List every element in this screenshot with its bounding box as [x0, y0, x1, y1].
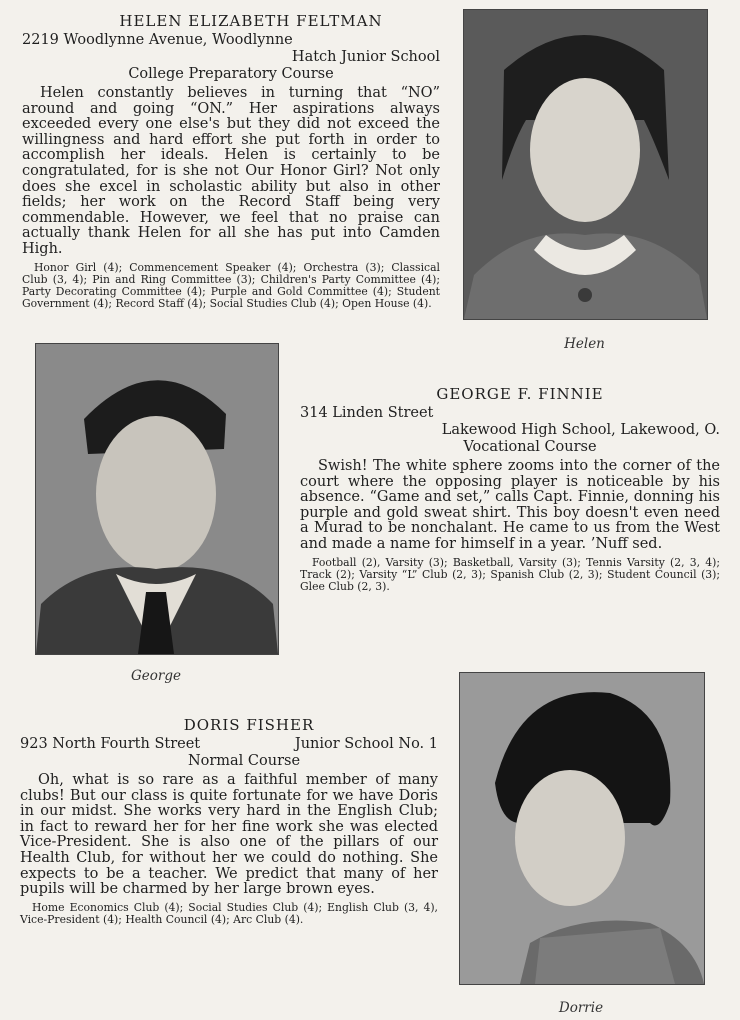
student-address: 923 North Fourth Street	[20, 736, 201, 752]
portrait-photo-doris	[459, 672, 705, 985]
activities: Honor Girl (4); Commencement Speaker (4); Orchestra (3); Classical Club (3, 4); Pin and Ring Committee (3); Children's Party Committee (4); Party Decorating Committee (4); Purple and Gold Committee (4); Student Government (4); Record Staff (4); Social Studies Club (4); Open House (4).	[22, 260, 440, 310]
course: Normal Course	[187, 753, 301, 769]
entry-george	[300, 385, 720, 593]
course: Vocational Course	[463, 439, 597, 455]
previous-school: Junior School No. 1	[294, 736, 438, 752]
biography: Swish! The white sphere zooms into the corner of the court where the opposing player is noticeable by his absence. “Game and set,” calls Capt. Finnie, donning his purple and gold sweat shirt. This boy doesn't even need a Murad to be nonchalant. He came to us from the West and made a name for himself in a year. ’Nuff sed.	[300, 458, 720, 552]
photo-caption-helen: Helen	[564, 336, 605, 352]
previous-school: Hatch Junior School	[291, 49, 440, 65]
biography: Oh, what is so rare as a faithful member of many clubs! But our class is quite fortunate for we have Doris in our midst. She works very hard in the English Club; in fact to reward her for her fine work she was elected Vice-President. She is also one of the pillars of our Health Club, for without her we could do nothing. She expects to be a teacher. We predict that many of her pupils will be charmed by her large brown eyes.	[20, 772, 438, 898]
previous-school: Lakewood High School, Lakewood, O.	[441, 422, 720, 438]
student-name: GEORGE F. FINNIE	[436, 385, 604, 403]
student-address: 2219 Woodlynne Avenue, Woodlynne	[22, 32, 293, 48]
photo-caption-doris: Dorrie	[558, 1000, 604, 1016]
course: College Preparatory Course	[128, 66, 334, 82]
entry-helen	[22, 12, 440, 310]
student-name: HELEN ELIZABETH FELTMAN	[119, 12, 383, 30]
biography: Helen constantly believes in turning that “NO” around and going “ON.” Her aspirations always exceeded every one else's but they did not exceed the willingness and hard effort she put forth in order to accomplish her ideals. Helen is certainly to be congratulated, for is she not Our Honor Girl? Not only does she excel in scholastic ability but also in other fields; her work on the Record Staff being very commendable. However, we feel that no praise can actually thank Helen for all she has put into Camden High.	[22, 85, 440, 257]
student-address: 314 Linden Street	[300, 405, 434, 421]
portrait-silhouette	[464, 10, 707, 319]
portrait-silhouette	[36, 344, 278, 654]
portrait-photo-george	[35, 343, 279, 655]
photo-caption-george: George	[131, 668, 181, 684]
entry-doris	[20, 716, 438, 926]
activities: Home Economics Club (4); Social Studies Club (4); English Club (3, 4), Vice-President (4); Health Council (4); Arc Club (4).	[20, 900, 438, 926]
address-school-row	[20, 736, 438, 753]
student-name: DORIS FISHER	[183, 716, 315, 734]
portrait-photo-helen	[463, 9, 708, 320]
portrait-silhouette	[460, 673, 704, 984]
activities: Football (2), Varsity (3); Basketball, Varsity (3); Tennis Varsity (2, 3, 4); Track (2); Varsity “L” Club (2, 3); Spanish Club (2, 3); Student Council (3); Glee Club (2, 3).	[300, 555, 720, 593]
